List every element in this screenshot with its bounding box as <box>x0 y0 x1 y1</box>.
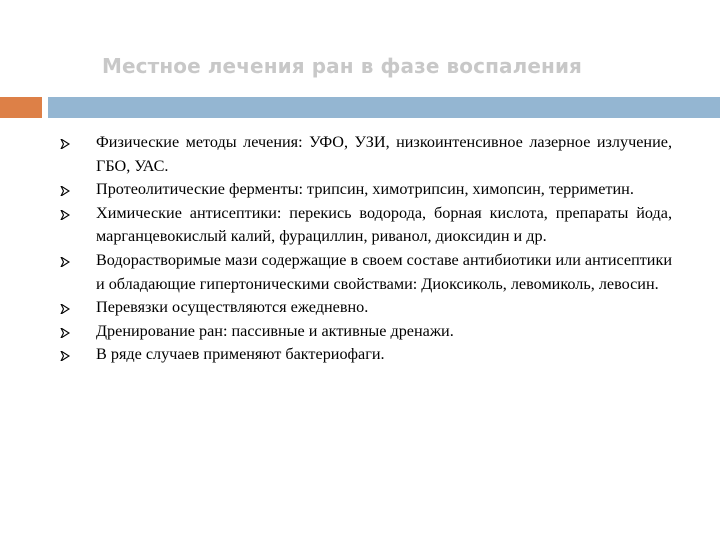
arrowhead-bullet-icon <box>60 210 70 220</box>
bullet-list <box>60 131 672 367</box>
list-item-text: Дренирование ран: пассивные и активные дренажи. <box>96 321 454 340</box>
arrowhead-bullet-icon <box>60 186 70 196</box>
list-item <box>60 249 672 296</box>
list-item <box>60 202 672 249</box>
list-item-text: Перевязки осуществляются ежедневно. <box>96 298 369 317</box>
list-item <box>60 296 672 320</box>
list-item-text: Протеолитические ферменты: трипсин, химотрипсин, химопсин, терриметин. <box>96 180 634 199</box>
arrowhead-bullet-icon <box>60 351 70 361</box>
list-item <box>60 178 672 202</box>
slide-title: Местное лечения ран в фазе воспаления <box>102 54 582 78</box>
list-item-text: Химические антисептики: перекись водорода, борная кислота, препараты йода, марганцевокислый калий, фурациллин, риванол, диоксидин и др. <box>96 203 672 246</box>
accent-bar-orange <box>0 97 42 118</box>
arrowhead-bullet-icon <box>60 257 70 267</box>
arrowhead-bullet-icon <box>60 304 70 314</box>
list-item-text: Водорастворимые мази содержащие в своем составе антибиотики или антисептики и обладающие гипертоническими свойствами: Диоксиколь, левомиколь, левосин. <box>96 250 672 293</box>
list-item-text: Физические методы лечения: УФО, УЗИ, низкоинтенсивное лазерное излучение, ГБО, УАС. <box>96 133 672 175</box>
arrowhead-bullet-icon <box>60 139 70 149</box>
list-item <box>60 343 672 367</box>
list-item <box>60 320 672 344</box>
list-item <box>60 131 672 178</box>
list-item-text: В ряде случаев применяют бактериофаги. <box>96 345 385 364</box>
arrowhead-bullet-icon <box>60 328 70 338</box>
accent-bar-blue <box>48 97 720 118</box>
